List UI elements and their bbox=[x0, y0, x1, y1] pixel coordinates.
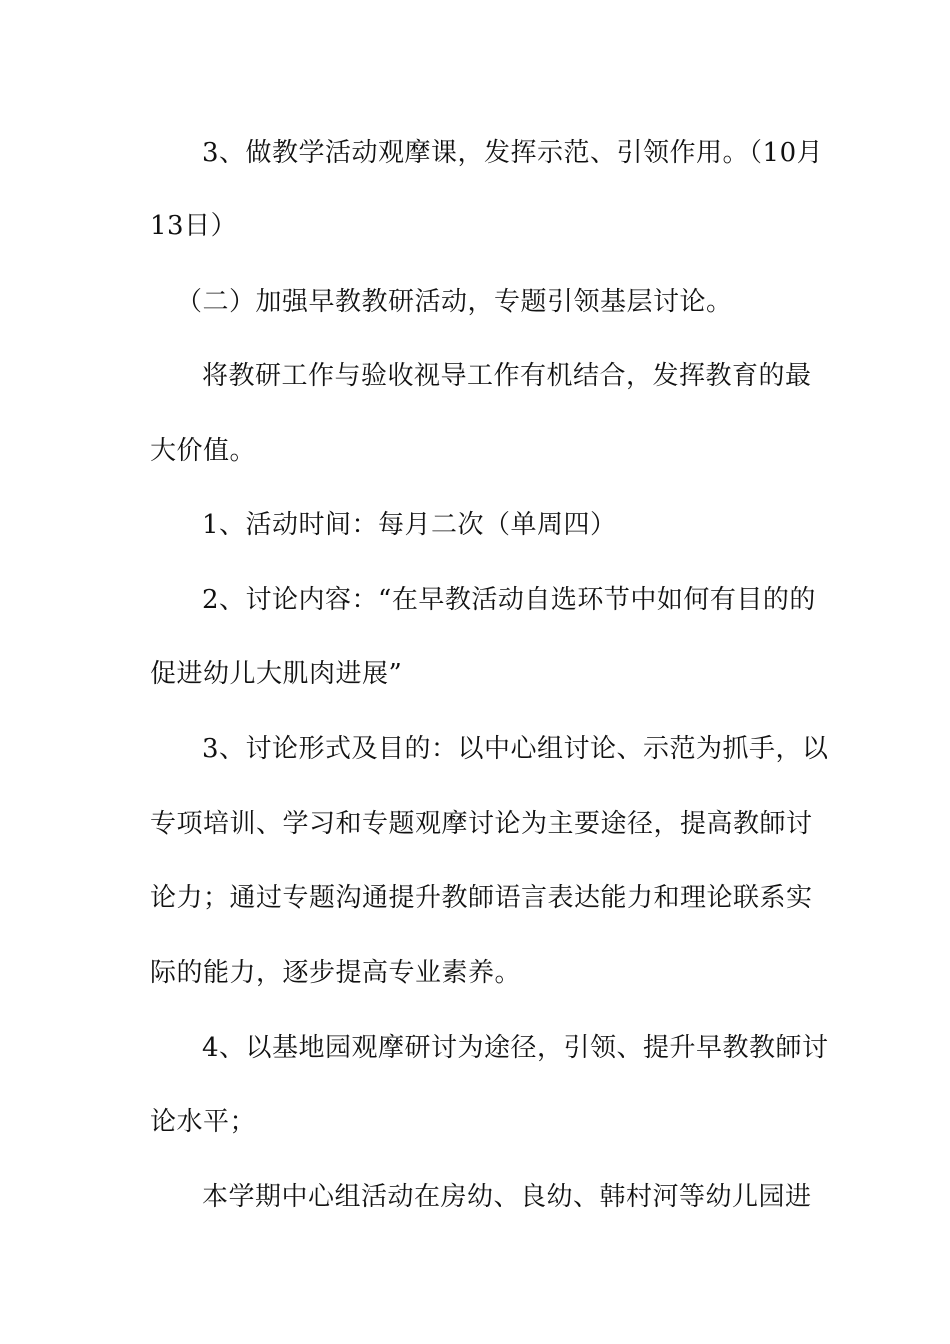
text-line: 促进幼儿大肌肉进展” bbox=[150, 659, 403, 689]
text-line: 3、讨论形式及目的：以中心组讨论、示范为抓手，以 bbox=[202, 734, 829, 764]
text-line: 3、做教学活动观摩课，发挥示范、引领作用。（10月 bbox=[202, 138, 824, 168]
text-line: 论水平； bbox=[150, 1107, 257, 1137]
text-line: 论力；通过专题沟通提升教師语言表达能力和理论联系实 bbox=[150, 883, 813, 913]
text-line: 专项培训、学习和专题观摩讨论为主要途径，提高教師讨 bbox=[150, 809, 813, 839]
text-line: 1、活动时间：每月二次（单周四） bbox=[202, 510, 617, 540]
text-line: 4、以基地园观摩研讨为途径，引领、提升早教教師讨 bbox=[202, 1033, 829, 1063]
text-line: 本学期中心组活动在房幼、良幼、韩村河等幼儿园进 bbox=[202, 1182, 812, 1212]
text-line: 大价值。 bbox=[150, 436, 257, 466]
text-line: 际的能力，逐步提高专业素养。 bbox=[150, 958, 522, 988]
text-line: 将教研工作与验收视导工作有机结合，发挥教育的最 bbox=[202, 361, 812, 391]
text-line: 13日） bbox=[150, 211, 238, 241]
section-heading: （二）加强早教教研活动，专题引领基层讨论。 bbox=[176, 287, 733, 317]
text-line: 2、讨论内容：“在早教活动自选环节中如何有目的的 bbox=[202, 585, 816, 615]
